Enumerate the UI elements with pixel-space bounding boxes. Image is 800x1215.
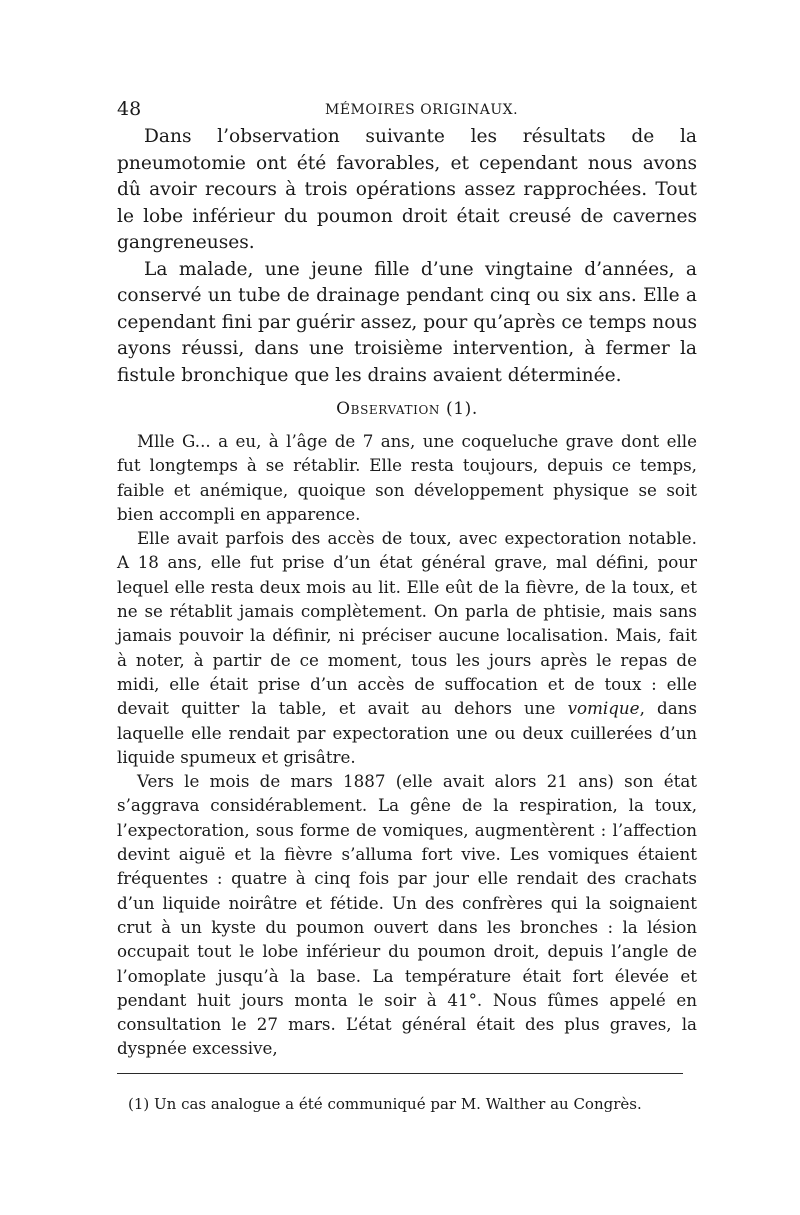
observation-paragraph-2-start: Elle avait parfois des accès de toux, avec expectoration notable. A 18 ans, elle fut prise d’un état général grave, mal défini, pour lequel elle resta deux mois au lit. Elle eût de la fièvre, de la toux, et ne se rétablit jamais complètement. On parla de phtisie, mais sans jamais pouvoir la définir, ni préciser aucune localisation. Mais, fait à noter, à partir de ce moment, tous les jours après le repas de midi, elle était prise d’un accès de suffocation et de toux : elle devait quitter la table, et avait au dehors une bbox=[117, 528, 697, 719]
footnote-rule bbox=[117, 1073, 683, 1074]
footnote: (1) Un cas analogue a été communiqué par M. Walther au Congrès. bbox=[128, 1095, 642, 1113]
observation-paragraph-2 bbox=[117, 526, 697, 769]
observation-paragraph-1: Mlle G... a eu, à l’âge de 7 ans, une coqueluche grave dont elle fut longtemps à se rétablir. Elle resta toujours, depuis ce temps, faible et anémique, quoique son développement physique se soit bien accompli en apparence. bbox=[117, 431, 697, 524]
observation-paragraph-2-end: , dans laquelle elle rendait par expectoration une ou deux cuillerées d’un liquide spumeux et grisâtre. bbox=[117, 698, 697, 767]
intro-paragraph-1: Dans l’observation suivante les résultats de la pneumotomie ont été favorables, et cependant nous avons dû avoir recours à trois opérations assez rapprochées. Tout le lobe inférieur du poumon droit était creusé de cavernes gangreneuses. bbox=[117, 126, 697, 253]
running-header bbox=[117, 97, 697, 121]
intro-text bbox=[117, 124, 697, 389]
italic-term: vomique bbox=[567, 698, 640, 719]
observation-text bbox=[117, 429, 697, 1061]
section-heading: Observation (1). bbox=[336, 399, 478, 419]
page-number: 48 bbox=[117, 98, 142, 120]
intro-paragraph-2: La malade, une jeune fille d’une vingtaine d’années, a conservé un tube de drainage pendant cinq ou six ans. Elle a cependant fini par guérir assez, pour qu’après ce temps nous ayons réussi, dans une troisième intervention, à fermer la fistule bronchique que les drains avaient déterminée. bbox=[117, 258, 697, 386]
running-title: MÉMOIRES ORIGINAUX. bbox=[325, 102, 519, 118]
observation-paragraph-3: Vers le mois de mars 1887 (elle avait alors 21 ans) son état s’aggrava considérablement. La gêne de la respiration, la toux, l’expectoration, sous forme de vomiques, augmentèrent : l’affection devint aiguë et la fièvre s’alluma fort vive. Les vomiques étaient fréquentes : quatre à cinq fois par jour elle rendait des crachats d’un liquide noirâtre et fétide. Un des confrères qui la soignaient crut à un kyste du poumon ouvert dans les bronches : la lésion occupait tout le lobe inférieur du poumon droit, depuis l’angle de l’omoplate jusqu’à la base. La température était fort élevée et pendant huit jours monta le soir à 41°. Nous fûmes appelé en consultation le 27 mars. L’état général était des plus graves, la dyspnée excessive, bbox=[117, 771, 697, 1059]
